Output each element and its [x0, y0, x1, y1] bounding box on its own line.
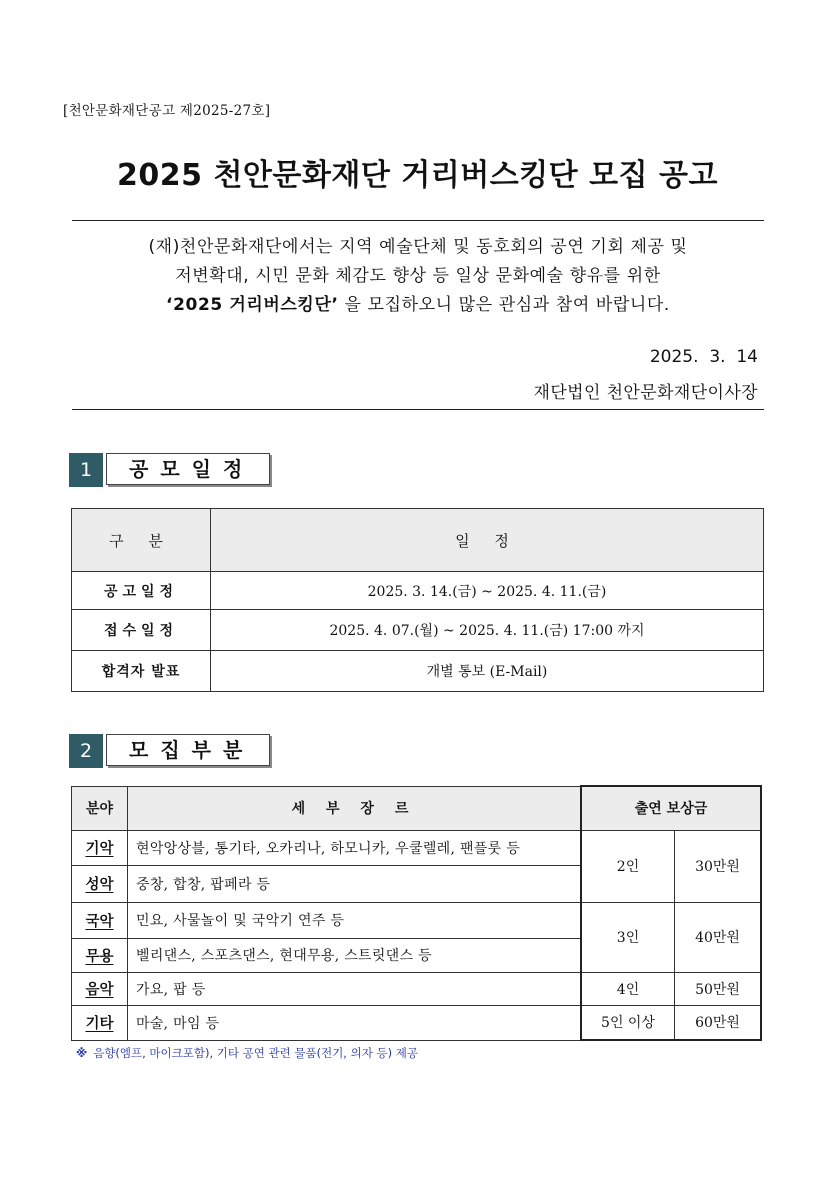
- category-detail: 민요, 사물놀이 및 국악기 연주 등: [128, 902, 582, 938]
- category-name: 무용: [72, 938, 128, 972]
- schedule-value: 2025. 3. 14.(금) ~ 2025. 4. 11.(금): [211, 572, 764, 610]
- category-name: 음악: [72, 972, 128, 1005]
- reward-people: 5인 이상: [581, 1005, 675, 1040]
- footnote-mark: ※: [76, 1046, 88, 1060]
- section-2-number: 2: [69, 734, 103, 768]
- table-row: [72, 972, 762, 1005]
- schedule-table: [71, 508, 764, 692]
- schedule-label: 합격자 발표: [72, 651, 211, 692]
- category-detail: 마술, 마임 등: [128, 1005, 582, 1040]
- category-detail: 가요, 팝 등: [128, 972, 582, 1005]
- category-detail: 벨리댄스, 스포츠댄스, 현대무용, 스트릿댄스 등: [128, 938, 582, 972]
- section-2-title: 모집부분: [106, 734, 270, 766]
- section-1-number: 1: [69, 453, 103, 487]
- category-name: 기타: [72, 1005, 128, 1040]
- table-row: [72, 902, 762, 938]
- footnote: [76, 1045, 418, 1061]
- reward-amount: 50만원: [675, 972, 762, 1005]
- issuer-name: 재단법인 천안문화재단이사장: [533, 383, 758, 403]
- table-row: [72, 830, 762, 865]
- category-detail: 현악앙상블, 통기타, 오카리나, 하모니카, 우쿨렐레, 팬플룻 등: [128, 830, 582, 865]
- intro-line-2: 저변확대, 시민 문화 체감도 향상 등 일상 문화예술 향유를 위한: [175, 266, 661, 286]
- category-detail: 중창, 합창, 팝페라 등: [128, 865, 582, 902]
- category-name: 기악: [72, 830, 128, 865]
- recruit-header-reward: 출연 보상금: [581, 786, 761, 830]
- recruit-header-genre: 세 부 장 르: [128, 786, 582, 830]
- announcement-date: 2025. 3. 14: [649, 347, 758, 367]
- schedule-value: 개별 통보 (E-Mail): [211, 651, 764, 692]
- table-row: [72, 610, 764, 651]
- divider-top: [72, 220, 764, 221]
- table-row: [72, 1005, 762, 1040]
- recruit-header-field: 분야: [72, 786, 128, 830]
- page-title: 2025 천안문화재단 거리버스킹단 모집 공고: [117, 158, 718, 193]
- reward-people: 4인: [581, 972, 675, 1005]
- reward-amount: 60만원: [675, 1005, 762, 1040]
- reward-people: 3인: [581, 902, 675, 972]
- schedule-header-date: 일 정: [211, 509, 764, 572]
- intro-line-3-rest: 을 모집하오니 많은 관심과 참여 바랍니다.: [338, 295, 670, 315]
- category-name: 국악: [72, 902, 128, 938]
- table-row: [72, 572, 764, 610]
- intro-highlight: ‘2025 거리버스킹단’: [166, 295, 339, 315]
- schedule-header-category: 구 분: [72, 509, 211, 572]
- intro-line-1: (재)천안문화재단에서는 지역 예술단체 및 동호회의 공연 기회 제공 및: [148, 237, 688, 257]
- schedule-label: 공고일정: [72, 572, 211, 610]
- reward-people: 2인: [581, 830, 675, 902]
- footnote-text: 음향(엠프, 마이크포함), 기타 공연 관련 물품(전기, 의자 등) 제공: [93, 1046, 418, 1060]
- table-row: [72, 651, 764, 692]
- notice-number: [천안문화재단공고 제2025-27호]: [63, 103, 271, 119]
- recruitment-table: [71, 785, 762, 1041]
- section-1-title: 공모일정: [106, 453, 270, 485]
- reward-amount: 40만원: [675, 902, 762, 972]
- reward-amount: 30만원: [675, 830, 762, 902]
- intro-line-3: [70, 290, 766, 315]
- schedule-label: 접수일정: [72, 610, 211, 651]
- schedule-value: 2025. 4. 07.(월) ~ 2025. 4. 11.(금) 17:00 까지: [211, 610, 764, 651]
- category-name: 성악: [72, 865, 128, 902]
- divider-bottom: [72, 409, 764, 410]
